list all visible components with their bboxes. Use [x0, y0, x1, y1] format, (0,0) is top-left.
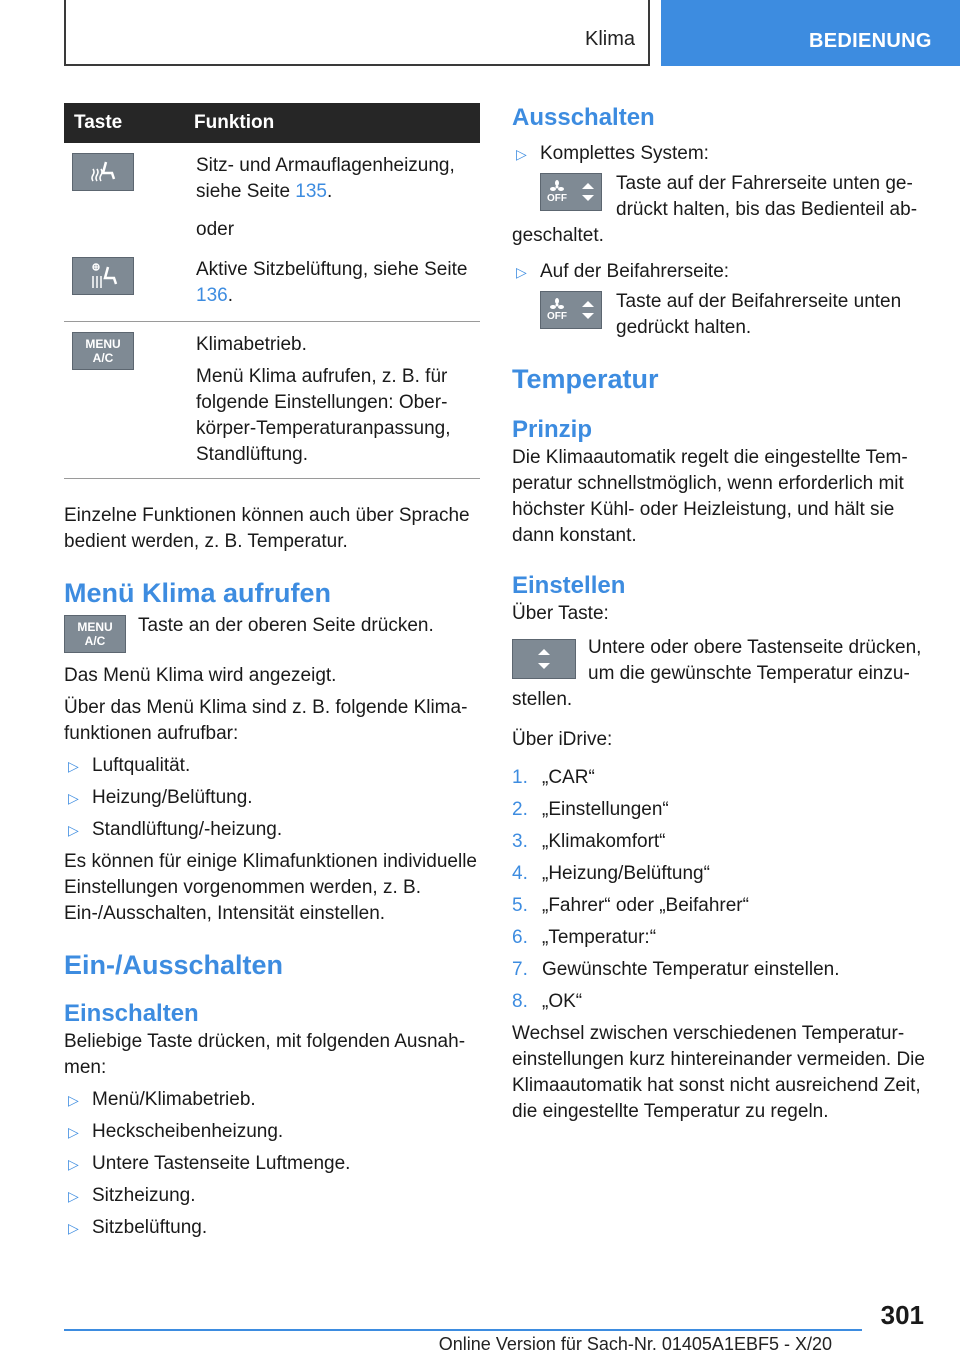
intro-paragraph: Einzelne Funktionen können auch über Sprache bedient werden, z. B. Temperatur.	[64, 505, 470, 552]
list-text: Sitzbelüftung.	[92, 1217, 208, 1238]
step-text: „Klimakomfort“	[542, 831, 666, 852]
table-row	[64, 143, 480, 243]
paragraph: Über das Menü Klima sind z. B. folgende Klimafunktionen aufrufbar:	[64, 697, 468, 744]
list-text: Heckscheibenheizung.	[92, 1121, 284, 1142]
list-item	[512, 765, 932, 791]
punct: .	[327, 181, 333, 202]
list-item	[64, 1183, 480, 1209]
paragraph: Taste an der oberen Seite drücken.	[138, 615, 434, 636]
chapter-tab[interactable]: BEDIENUNG	[661, 0, 960, 66]
triangle-bullet-icon: ▷	[68, 1156, 79, 1172]
row-text: Sitz- und Armauflagenheizung, siehe Seite	[196, 155, 455, 202]
step-text: „CAR“	[542, 767, 595, 788]
triangle-bullet-icon: ▷	[68, 822, 79, 838]
page-number: 301	[880, 1300, 924, 1330]
left-column	[64, 103, 480, 1241]
list-text: Luftqualität.	[92, 755, 191, 776]
heading-temperature: Temperatur	[512, 364, 659, 394]
paragraph: Taste auf der Fahrerseite unten gedrückt halten, bis das Bedienteil abgeschaltet.	[512, 173, 918, 246]
step-number: 8.	[512, 991, 528, 1012]
step-text: „Fahrer“ oder „Beifahrer“	[542, 895, 749, 916]
column-header-key: Taste	[74, 112, 123, 133]
list-text: Standlüftung/-heizung.	[92, 819, 283, 840]
button-label: A/C	[92, 351, 114, 365]
or-text: oder	[196, 219, 235, 240]
list-item	[512, 141, 932, 167]
row-text: Klimabetrieb.	[196, 334, 307, 355]
table-row	[64, 243, 480, 322]
triangle-bullet-icon: ▷	[68, 1188, 79, 1204]
row-text: Menü Klima aufrufen, z. B. für folgende Einstellungen: Oberkörper-Temperaturanpassung, Standlüftung.	[196, 366, 451, 465]
step-number: 3.	[512, 831, 528, 852]
page-link[interactable]: 135	[295, 181, 327, 202]
column-header-function: Funktion	[194, 112, 275, 133]
paragraph: Untere oder obere Tastenseite drücken, um die gewünschte Temperatur einzustellen.	[512, 637, 922, 710]
page-link[interactable]: 136	[196, 285, 228, 306]
fan-off-button-icon	[540, 291, 602, 329]
list-item	[512, 957, 932, 983]
list-item	[512, 989, 932, 1015]
heading-principle: Prinzip	[512, 416, 593, 443]
list-item	[64, 1087, 480, 1113]
paragraph: Beliebige Taste drücken, mit folgenden Ausnahmen:	[64, 1031, 466, 1078]
step-number: 4.	[512, 863, 528, 884]
menu-ac-button-icon	[72, 332, 134, 370]
step-number: 6.	[512, 927, 528, 948]
paragraph: Die Klimaautomatik regelt die eingestellte Temperatur schnellstmöglich, wenn erforderlich mit höchster Kühl- oder Heizleistung, und hält sie dann konstant.	[512, 447, 908, 546]
triangle-bullet-icon: ▷	[68, 1092, 79, 1108]
table-cell-function	[196, 153, 480, 243]
off-label: OFF	[547, 311, 567, 322]
step-text: „Temperatur:“	[542, 927, 657, 948]
list-text: Untere Tastenseite Luftmenge.	[92, 1153, 351, 1174]
list-item	[512, 797, 932, 823]
list-text: Sitzheizung.	[92, 1185, 196, 1206]
table-header	[64, 103, 480, 143]
button-label: MENU	[85, 337, 121, 351]
list-item	[512, 829, 932, 855]
menu-ac-button-icon	[64, 615, 126, 653]
triangle-bullet-icon: ▷	[516, 146, 527, 162]
row-text: Aktive Sitzbelüftung, siehe Seite	[196, 259, 468, 280]
step-text: „OK“	[542, 991, 583, 1012]
table-row	[64, 322, 480, 479]
step-text: „Einstellungen“	[542, 799, 669, 820]
paragraph: Das Menü Klima wird angezeigt.	[64, 665, 337, 686]
heading-on-off: Ein-/Ausschalten	[64, 950, 284, 980]
list-text: Menü/Klimabetrieb.	[92, 1089, 256, 1110]
triangle-bullet-icon: ▷	[516, 264, 527, 280]
heading-menu-climate: Menü Klima aufrufen	[64, 578, 332, 608]
list-item	[64, 785, 480, 811]
step-number: 1.	[512, 767, 528, 788]
footer-text: Online Version für Sach-Nr. 01405A1EBF5 - X/20	[438, 1334, 832, 1354]
paragraph: Über iDrive:	[512, 729, 613, 750]
paragraph: Taste auf der Beifahrerseite unten gedrückt halten.	[616, 291, 902, 338]
seat-heating-button-icon	[72, 153, 134, 191]
heading-switch-off: Ausschalten	[512, 104, 655, 131]
list-item	[64, 1119, 480, 1145]
list-item	[512, 259, 932, 285]
list-text: Auf der Beifahrerseite:	[540, 261, 730, 282]
list-item	[512, 925, 932, 951]
off-label: OFF	[547, 193, 567, 204]
list-item	[512, 861, 932, 887]
list-item	[64, 817, 480, 843]
step-number: 7.	[512, 959, 528, 980]
list-item	[64, 1151, 480, 1177]
paragraph: Es können für einige Klimafunktionen individuelle Einstellungen vorgenommen werden, z. B. Ein-/Ausschalten, Intensität einstellen.	[64, 851, 477, 924]
button-label: MENU	[77, 620, 113, 634]
list-item	[64, 1215, 480, 1241]
right-column	[512, 103, 932, 1125]
list-text: Heizung/Belüftung.	[92, 787, 253, 808]
list-item	[512, 893, 932, 919]
heading-adjust: Einstellen	[512, 572, 626, 599]
step-text: Gewünschte Temperatur einstellen.	[542, 959, 840, 980]
heading-switch-on: Einschalten	[64, 1000, 199, 1027]
step-text: „Heizung/Belüftung“	[542, 863, 710, 884]
list-text: Komplettes System:	[540, 143, 709, 164]
step-number: 2.	[512, 799, 528, 820]
triangle-bullet-icon: ▷	[68, 758, 79, 774]
fan-off-button-icon	[540, 173, 602, 211]
triangle-bullet-icon: ▷	[68, 1220, 79, 1236]
list-item	[64, 753, 480, 779]
section-title: Klima	[584, 28, 635, 50]
step-number: 5.	[512, 895, 528, 916]
temperature-up-down-button-icon	[512, 639, 576, 679]
seat-ventilation-button-icon	[72, 257, 134, 295]
paragraph: Wechsel zwischen verschiedenen Temperatureinstellungen kurz hintereinander vermeiden. Die Klimaautomatik hat sonst nicht ausreichend Zeit, die eingestellte Temperatur zu regeln.	[512, 1023, 925, 1122]
punct: .	[227, 285, 233, 306]
footer-divider	[64, 1329, 862, 1331]
triangle-bullet-icon: ▷	[68, 1124, 79, 1140]
button-label: A/C	[84, 634, 106, 648]
triangle-bullet-icon: ▷	[68, 790, 79, 806]
paragraph: Über Taste:	[512, 603, 609, 624]
